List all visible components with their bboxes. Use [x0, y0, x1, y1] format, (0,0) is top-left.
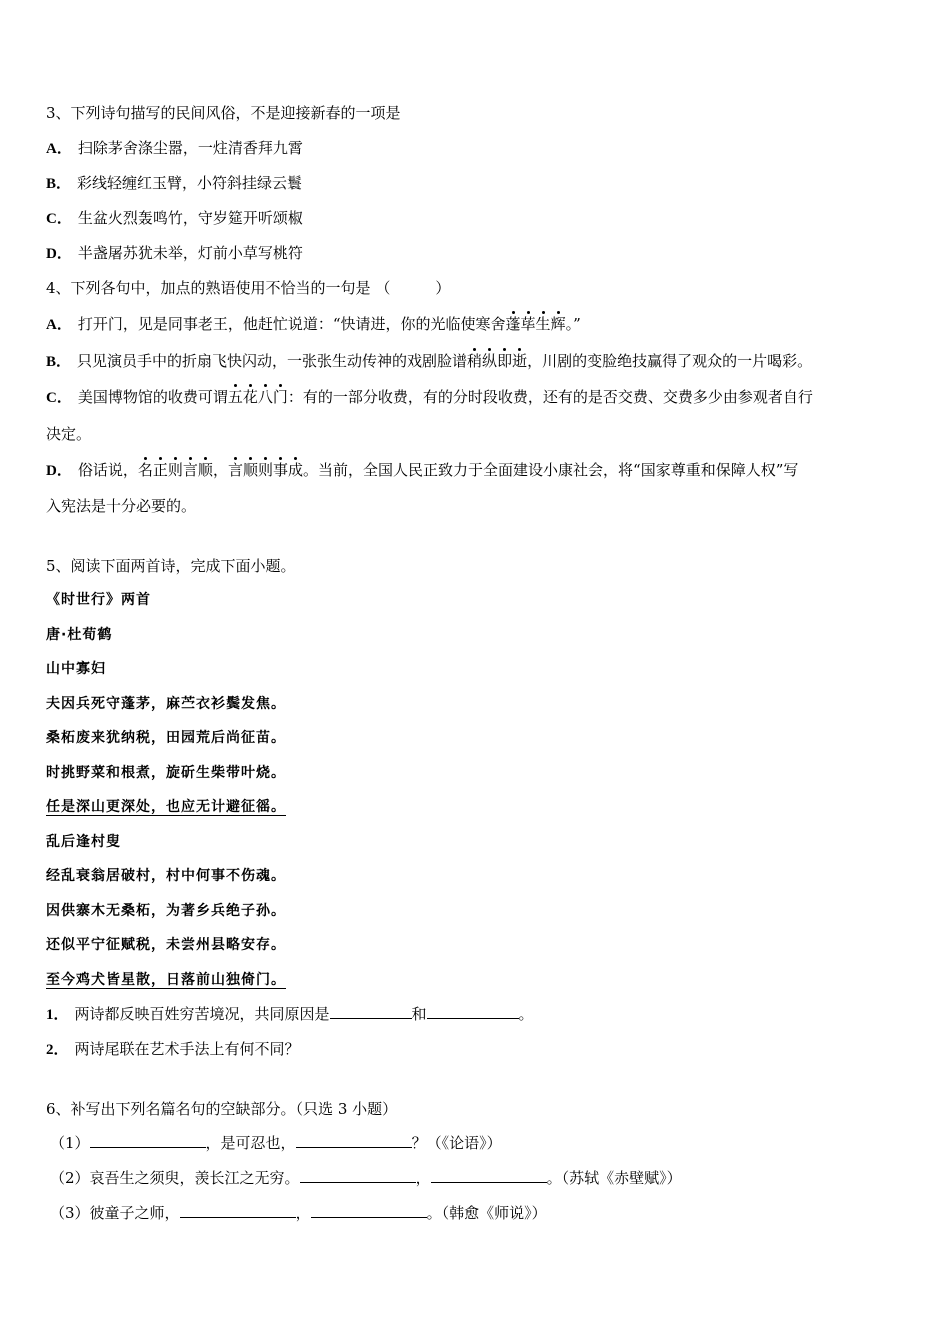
item-text: ？（《论语》） — [411, 1134, 502, 1152]
q4-option-c-continued: 决定。 — [46, 425, 92, 443]
poem1-line: 时挑野菜和根煮，旋斫生柴带叶烧。 — [46, 765, 286, 781]
q5-stem: 5、阅读下面两首诗，完成下面小题。 — [46, 557, 296, 575]
option-text: 扫除茅舍涤尘嚣，一炷清香拜九霄 — [77, 139, 303, 157]
option-text: ，川剧的变脸绝技赢得了观众的一片喝彩。 — [527, 352, 813, 370]
option-letter: B． — [46, 354, 72, 370]
item-text: ， — [295, 1204, 311, 1222]
option-text: 彩线轻缠红玉臂，小符斜挂绿云鬟 — [77, 174, 303, 192]
item-number: （1） — [50, 1134, 90, 1152]
poem1-title: 山中寡妇 — [46, 661, 106, 677]
poem2-line-underlined — [46, 970, 910, 990]
answer-blank[interactable] — [180, 1203, 296, 1218]
option-letter: B． — [46, 176, 72, 192]
option-letter: C． — [46, 211, 72, 227]
subquestion-number: 2． — [46, 1042, 69, 1058]
item-text: ，是可忍也， — [205, 1134, 296, 1152]
poem2-line: 还似平宁征赋税，未尝州县略安存。 — [46, 937, 286, 953]
poem1-line-underlined — [46, 797, 910, 817]
poem2-line: 因供寨木无桑柘，为著乡兵绝子孙。 — [46, 903, 286, 919]
option-text: 俗话说， — [77, 461, 138, 479]
subquestion-text: 两诗尾联在艺术手法上有何不同？ — [74, 1040, 300, 1058]
item-text: 。（韩愈《师说》） — [426, 1204, 547, 1222]
answer-blank[interactable] — [431, 1168, 547, 1183]
q3-option-d — [46, 243, 910, 264]
q4-option-b — [46, 351, 910, 372]
option-text: 打开门，见是同事老王，他赶忙说道：“快请进，你的光临使寒舍 — [77, 315, 506, 333]
q3-option-a — [46, 138, 910, 159]
dotted-idiom: 蓬荜生辉 — [505, 315, 566, 333]
subquestion-text: 和 — [411, 1005, 427, 1023]
q6-item-2 — [50, 1168, 910, 1188]
option-text: 。当前，全国人民正致力于全面建设小康社会，将“国家尊重和保障人权”写 — [303, 461, 799, 479]
poem1-line: 桑柘废来犹纳税，田园荒后尚征苗。 — [46, 730, 286, 746]
underlined-text: 至今鸡犬皆星散，日落前山独倚门。 — [46, 972, 286, 988]
underlined-text: 任是深山更深处，也应无计避征徭。 — [46, 799, 286, 815]
q4-option-a — [46, 314, 910, 335]
item-text: 彼童子之师， — [89, 1204, 180, 1222]
item-number: （2） — [50, 1169, 90, 1187]
option-text: ：有的一部分收费，有的分时段收费，还有的是否交费、交费多少由参观者自行 — [287, 388, 813, 406]
q3-stem: 3、下列诗句描写的民间风俗，不是迎接新春的一项是 — [46, 104, 401, 122]
option-text: 美国博物馆的收费可谓 — [77, 388, 228, 406]
option-letter: C． — [46, 390, 72, 406]
answer-blank[interactable] — [330, 1004, 412, 1019]
option-text: 生盆火烈轰鸣竹，守岁筵开听颂椒 — [77, 209, 303, 227]
dotted-idiom: 五花八门 — [227, 388, 288, 406]
q6-item-3 — [50, 1203, 910, 1223]
q3-option-c — [46, 208, 910, 229]
q4-option-d — [46, 460, 910, 481]
q5-subquestion-1 — [46, 1004, 910, 1025]
subquestion-number: 1． — [46, 1007, 69, 1023]
subquestion-text: 。 — [518, 1005, 534, 1023]
item-number: （3） — [50, 1204, 90, 1222]
answer-blank[interactable] — [311, 1203, 427, 1218]
item-text: 。（苏轼《赤壁赋》） — [546, 1169, 682, 1187]
option-text: 半盏屠苏犹未举，灯前小草写桃符 — [77, 244, 303, 262]
dotted-idiom: 稍纵即逝 — [467, 352, 528, 370]
q4-option-c — [46, 387, 910, 408]
option-letter: D． — [46, 463, 72, 479]
q3-option-b — [46, 173, 910, 194]
dotted-idiom: 名正则言顺，言顺则事成 — [137, 461, 304, 479]
q6-stem: 6、补写出下列名篇名句的空缺部分。（只选 3 小题） — [46, 1100, 398, 1118]
subquestion-text: 两诗都反映百姓穷苦境况，共同原因是 — [74, 1005, 330, 1023]
q6-item-1 — [50, 1133, 910, 1153]
poem2-line: 经乱衰翁居破村，村中何事不伤魂。 — [46, 868, 286, 884]
q4-option-d-continued: 入宪法是十分必要的。 — [46, 497, 197, 515]
q5-subquestion-2 — [46, 1039, 910, 1060]
option-letter: A． — [46, 317, 72, 333]
poem1-line: 夫因兵死守蓬茅，麻苎衣衫鬓发焦。 — [46, 696, 286, 712]
item-text: 哀吾生之须臾，羡长江之无穷。 — [89, 1169, 300, 1187]
poem-set-title: 《时世行》两首 — [46, 592, 151, 608]
option-text: 只见演员手中的折扇飞快闪动，一张张生动传神的戏剧脸谱 — [77, 352, 468, 370]
poem2-title: 乱后逢村叟 — [46, 834, 121, 850]
option-letter: D． — [46, 246, 72, 262]
answer-blank[interactable] — [90, 1133, 206, 1148]
item-text: ， — [415, 1169, 431, 1187]
option-text: 。” — [565, 315, 581, 333]
answer-blank[interactable] — [296, 1133, 412, 1148]
q4-stem: 4、下列各句中，加点的熟语使用不恰当的一句是 （ ） — [46, 279, 451, 297]
option-letter: A． — [46, 141, 72, 157]
answer-blank[interactable] — [300, 1168, 416, 1183]
poem-author: 唐·杜荀鹤 — [46, 627, 113, 643]
answer-blank[interactable] — [427, 1004, 519, 1019]
